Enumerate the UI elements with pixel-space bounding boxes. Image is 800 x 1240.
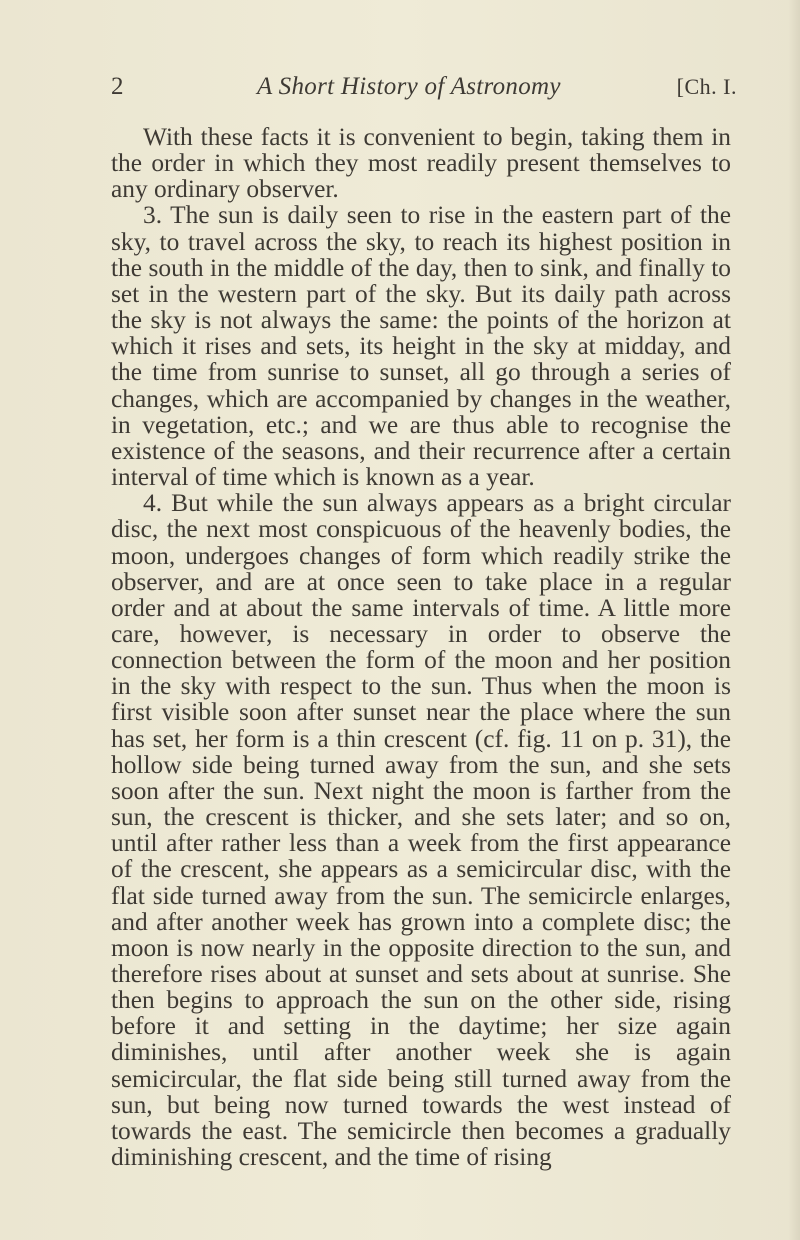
page-edge-shadow: [788, 0, 800, 1240]
paragraph-intro: With these facts it is convenient to begin, taking them in the order in which they most readily present themselves to any ordinary observer.: [111, 123, 731, 204]
page-number: 2: [111, 73, 124, 100]
body-text: [111, 124, 731, 1170]
paragraph-section-4: 4. But while the sun always appears as a bright circular disc, the next most conspicuous of the heavenly bodies, the moon, undergoes changes of form which readily strike the observer, and are at once seen to take place in a regular order and at about the same intervals of time. A little more care, however, is necessary in order to observe the connection between the form of the moon and her position in the sky with respect to the sun. Thus when the moon is first visible soon after sunset near the place where the sun has set, her form is a thin crescent (cf. fig. 11 on p. 31), the hollow side being turned away from the sun, and she sets soon after the sun. Next night the moon is farther from the sun, the crescent is thicker, and she sets later; and so on, until after rather less than a week from the first appearance of the crescent, she appears as a semicircular disc, with the flat side turned away from the sun. The semicircle enlarges, and after another week has grown into a complete disc; the moon is now nearly in the opposite direction to the sun, and therefore rises about at sunset and sets about at sunrise. She then begins to approach the sun on the other side, rising before it and setting in the daytime; her size again diminishes, until after another week she is again semicircular, the flat side being still turned away from the sun, but being now turned towards the west instead of towards the east. The semicircle then becomes a gradually diminishing crescent, and the time of rising: [111, 489, 731, 1172]
running-head: [111, 72, 737, 102]
book-title: A Short History of Astronomy: [257, 73, 561, 100]
paragraph-section-3: 3. The sun is daily seen to rise in the eastern part of the sky, to travel across the sky, to reach its highest position in the south in the middle of the day, then to sink, and finally to set in the western part of the sky. But its daily path across the sky is not always the same: the points of the horizon at which it rises and sets, its height in the sky at midday, and the time from sunrise to sunset, all go through a series of changes, which are accompanied by changes in the weather, in vegetation, etc.; and we are thus able to recognise the existence of the seasons, and their recurrence after a certain interval of time which is known as a year.: [111, 201, 731, 492]
chapter-marker: [Ch. I.: [676, 74, 737, 99]
